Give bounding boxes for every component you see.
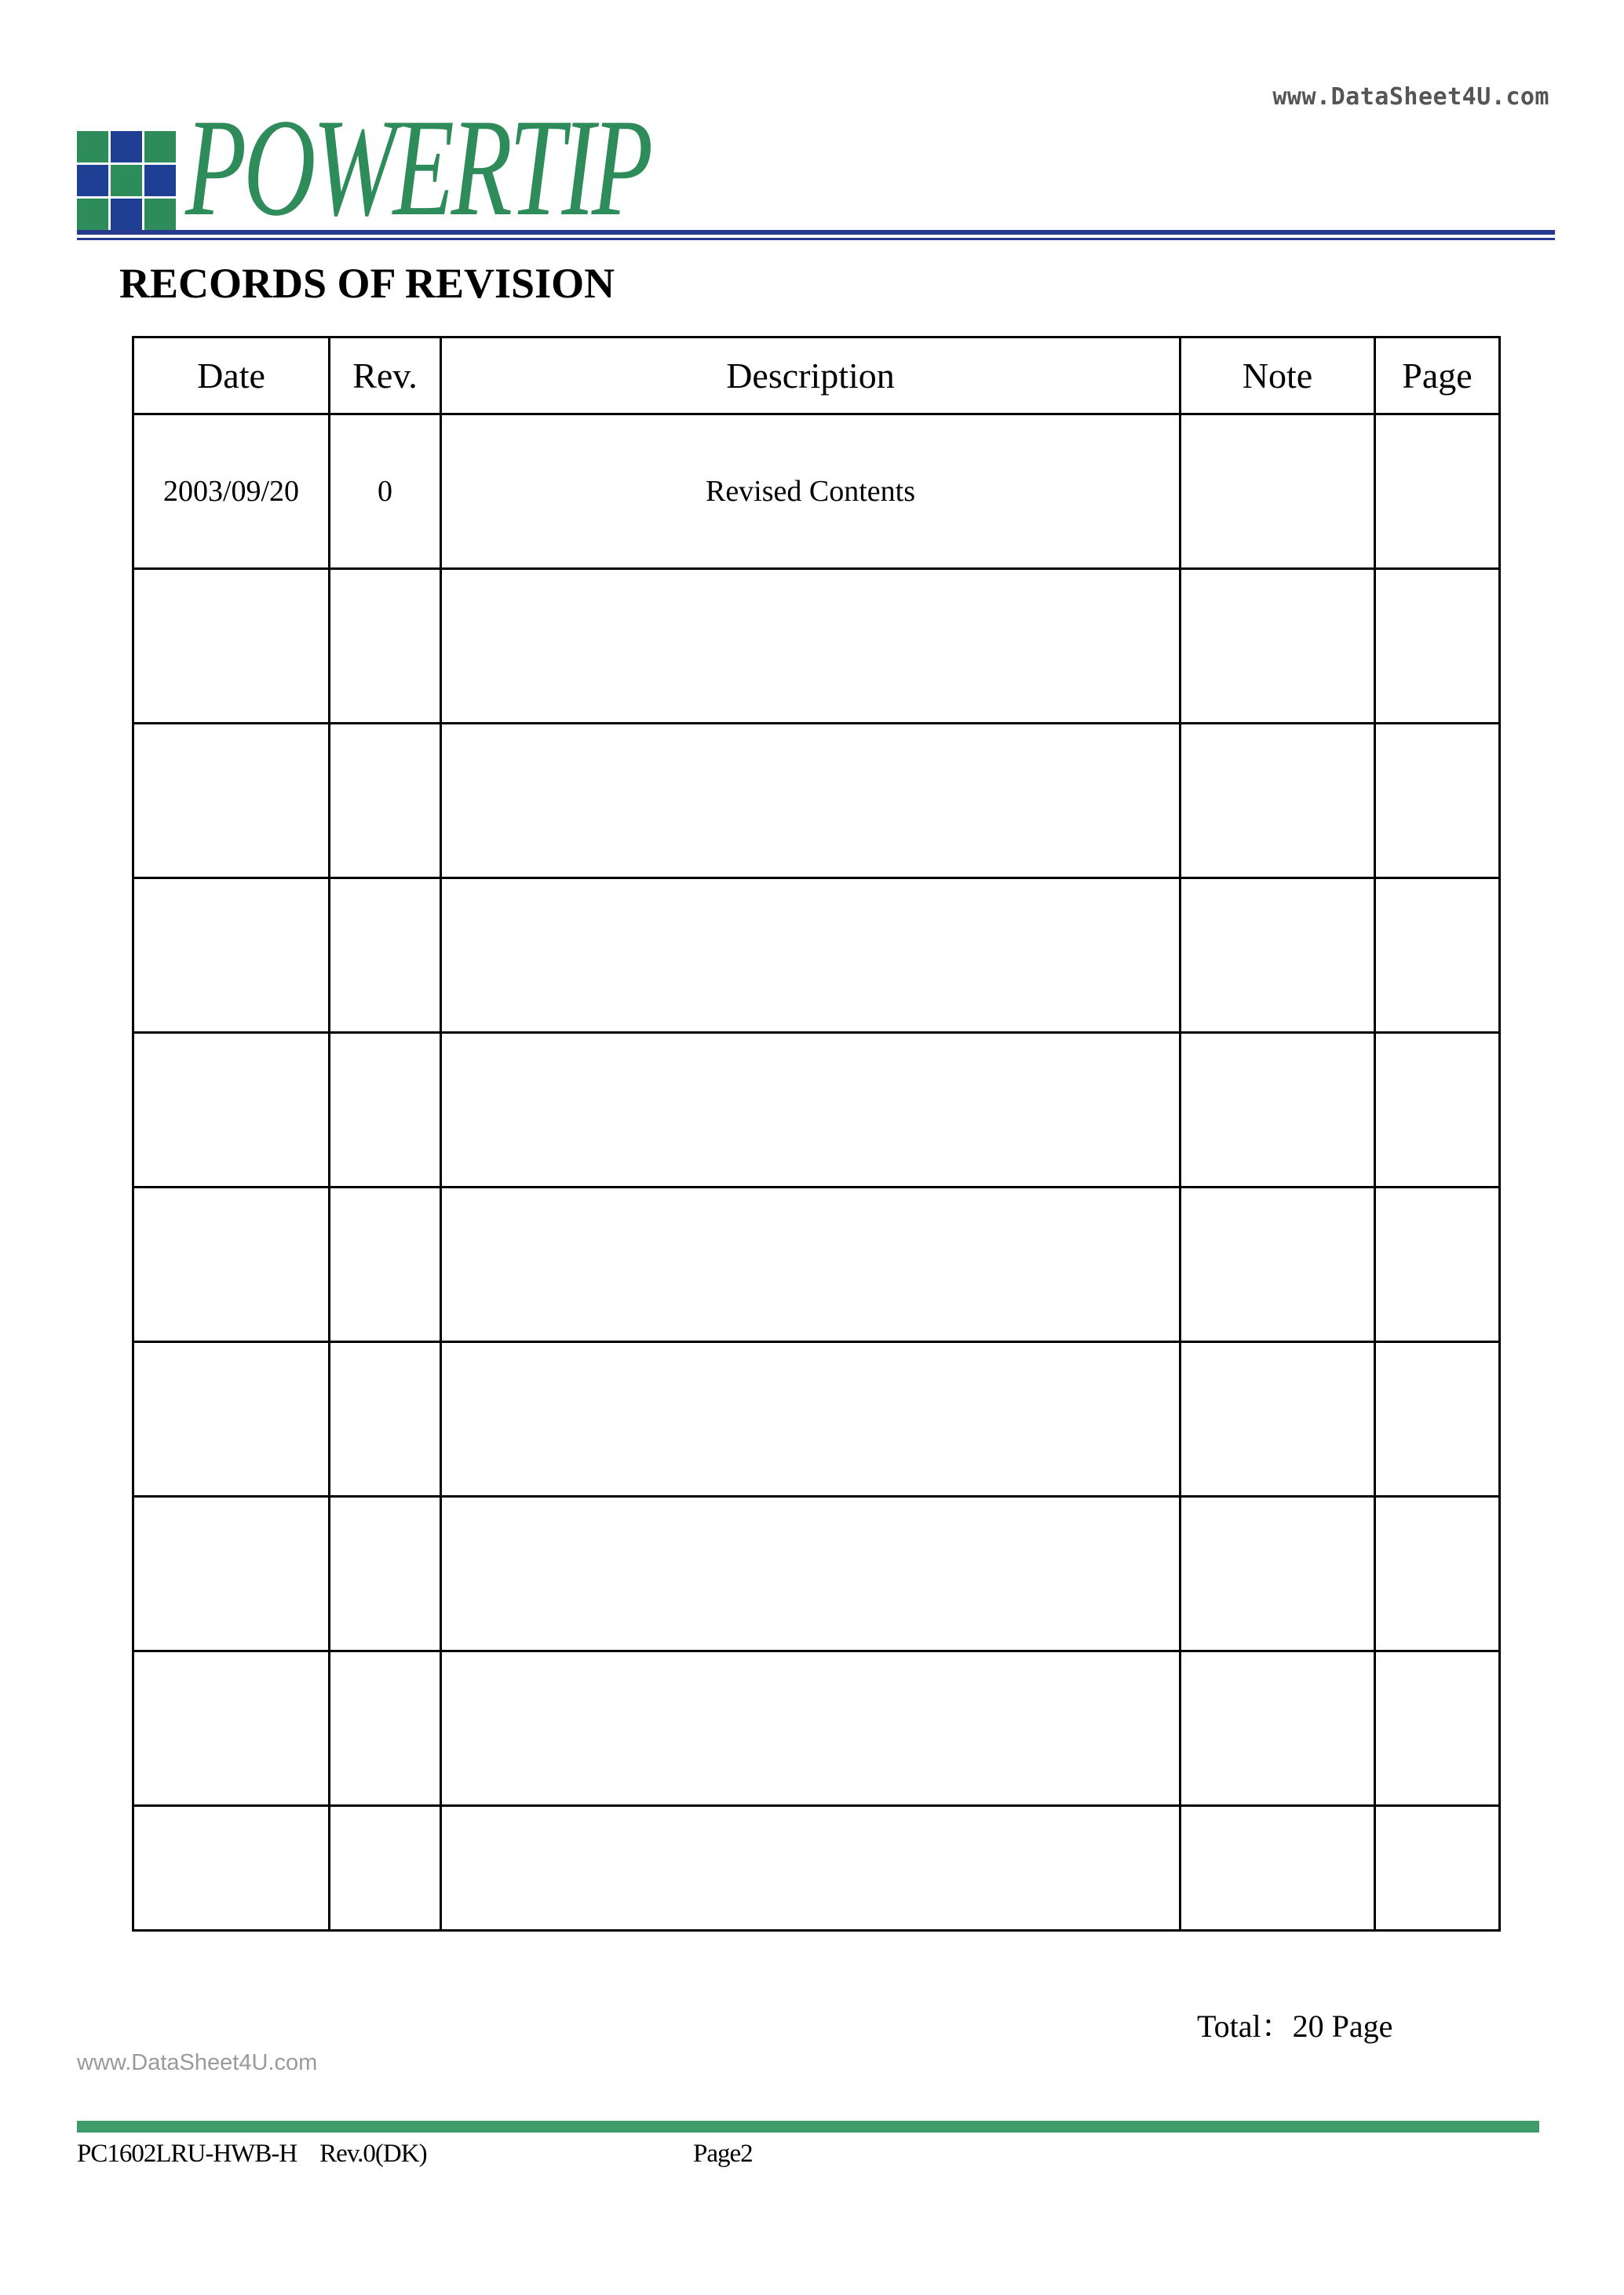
cell-description bbox=[441, 1342, 1181, 1497]
cell-description bbox=[441, 1497, 1181, 1651]
cell-date bbox=[133, 1188, 330, 1342]
cell-date bbox=[133, 1497, 330, 1651]
cell-note bbox=[1181, 724, 1375, 878]
cell-rev bbox=[330, 1033, 441, 1188]
cell-note bbox=[1181, 878, 1375, 1033]
table-row bbox=[133, 569, 1500, 724]
logo-tile bbox=[144, 199, 176, 230]
logo-tile bbox=[111, 165, 142, 196]
table-row bbox=[133, 1806, 1500, 1931]
cell-date bbox=[133, 1651, 330, 1806]
cell-note bbox=[1181, 1651, 1375, 1806]
page-title: RECORDS OF REVISION bbox=[119, 260, 615, 307]
cell-page bbox=[1375, 724, 1500, 878]
footer-revision: Rev.0(DK) bbox=[319, 2140, 427, 2168]
table-row bbox=[133, 1188, 1500, 1342]
table-row bbox=[133, 1651, 1500, 1806]
header-description: Description bbox=[441, 338, 1181, 414]
cell-note bbox=[1181, 1033, 1375, 1188]
cell-note bbox=[1181, 1188, 1375, 1342]
cell-date bbox=[133, 1342, 330, 1497]
cell-note bbox=[1181, 414, 1375, 569]
footer-doc-id: PC1602LRU-HWB-H bbox=[77, 2140, 297, 2168]
watermark-bottom: www.DataSheet4U.com bbox=[77, 2050, 318, 2075]
table-row bbox=[133, 878, 1500, 1033]
cell-date bbox=[133, 878, 330, 1033]
cell-note bbox=[1181, 569, 1375, 724]
cell-date bbox=[133, 1806, 330, 1931]
cell-rev: 0 bbox=[330, 414, 441, 569]
revision-table bbox=[132, 336, 1501, 1932]
cell-rev bbox=[330, 1342, 441, 1497]
cell-page bbox=[1375, 1342, 1500, 1497]
logo-tile bbox=[144, 131, 176, 162]
logo-tile bbox=[77, 131, 108, 162]
logo-grid-icon bbox=[77, 131, 176, 230]
cell-page bbox=[1375, 1651, 1500, 1806]
cell-rev bbox=[330, 1497, 441, 1651]
logo-tile bbox=[111, 131, 142, 162]
logo-tile bbox=[77, 165, 108, 196]
powertip-logo bbox=[77, 89, 830, 245]
cell-date bbox=[133, 569, 330, 724]
cell-description bbox=[441, 878, 1181, 1033]
cell-page bbox=[1375, 414, 1500, 569]
table-row bbox=[133, 724, 1500, 878]
cell-description bbox=[441, 1033, 1181, 1188]
cell-date: 2003/09/20 bbox=[133, 414, 330, 569]
cell-page bbox=[1375, 878, 1500, 1033]
cell-date bbox=[133, 1033, 330, 1188]
header-page: Page bbox=[1375, 338, 1500, 414]
header-rev: Rev. bbox=[330, 338, 441, 414]
footer-page-number: Page2 bbox=[693, 2140, 753, 2168]
cell-note bbox=[1181, 1806, 1375, 1931]
table-header-row bbox=[133, 338, 1500, 414]
table-row bbox=[133, 1497, 1500, 1651]
cell-rev bbox=[330, 1651, 441, 1806]
cell-page bbox=[1375, 1033, 1500, 1188]
logo-tile bbox=[111, 199, 142, 230]
cell-page bbox=[1375, 1188, 1500, 1342]
footer-doc-info bbox=[77, 2140, 427, 2169]
footer-rule bbox=[77, 2121, 1539, 2133]
cell-rev bbox=[330, 569, 441, 724]
cell-description bbox=[441, 1806, 1181, 1931]
table-row bbox=[133, 1033, 1500, 1188]
cell-description bbox=[441, 1188, 1181, 1342]
cell-rev bbox=[330, 1188, 441, 1342]
cell-rev bbox=[330, 878, 441, 1033]
cell-page bbox=[1375, 1497, 1500, 1651]
table-row bbox=[133, 1342, 1500, 1497]
cell-note bbox=[1181, 1497, 1375, 1651]
cell-note bbox=[1181, 1342, 1375, 1497]
table-row bbox=[133, 414, 1500, 569]
cell-page bbox=[1375, 569, 1500, 724]
cell-description: Revised Contents bbox=[441, 414, 1181, 569]
cell-description bbox=[441, 569, 1181, 724]
header-rule bbox=[77, 230, 1555, 240]
cell-rev bbox=[330, 1806, 441, 1931]
cell-description bbox=[441, 1651, 1181, 1806]
logo-wordmark: POWERTIP bbox=[185, 89, 650, 245]
header-date: Date bbox=[133, 338, 330, 414]
logo-tile bbox=[77, 199, 108, 230]
cell-description bbox=[441, 724, 1181, 878]
cell-page bbox=[1375, 1806, 1500, 1931]
header-note: Note bbox=[1181, 338, 1375, 414]
watermark-top: www.DataSheet4U.com bbox=[1272, 83, 1549, 111]
total-pages: Total：20 Page bbox=[1197, 2009, 1393, 2044]
cell-rev bbox=[330, 724, 441, 878]
cell-date bbox=[133, 724, 330, 878]
logo-tile bbox=[144, 165, 176, 196]
